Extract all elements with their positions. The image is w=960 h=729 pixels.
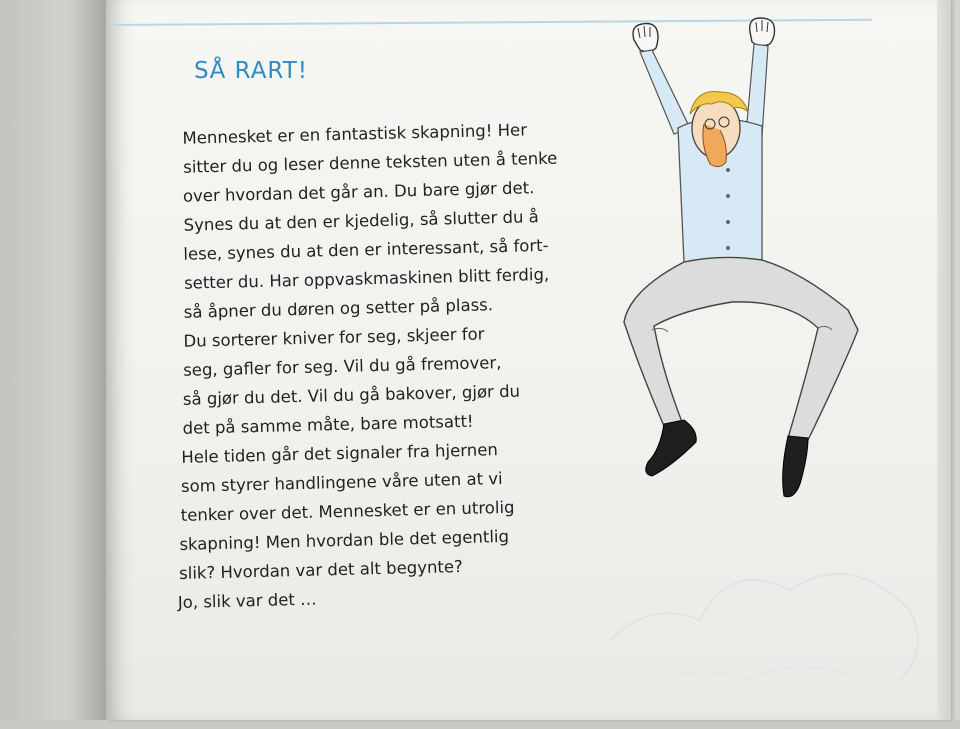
left-hand — [633, 24, 658, 52]
right-hand — [750, 18, 775, 46]
body-line: Hele tiden går det signaler fra hjernen — [181, 440, 499, 467]
hanging-man-illustration — [612, 10, 872, 510]
body-line: Synes du at den er kjedelig, så slutter du å — [183, 207, 540, 235]
body-line: så åpner du døren og setter på plass. — [183, 295, 494, 322]
left-shoe — [646, 420, 697, 476]
right-shoe — [783, 436, 808, 497]
body-line: sitter du og leser denne teksten uten å tenke — [182, 148, 558, 177]
body-line: Du sorterer kniver for seg, skjeer for — [183, 324, 485, 351]
body-line: det på samme måte, bare motsatt! — [182, 411, 474, 438]
left-arm — [640, 50, 690, 134]
body-line: lese, synes du at den er interessant, så fort- — [183, 235, 549, 264]
page-title: SÅ RART! — [194, 58, 309, 84]
body-line: slik? Hvordan var det alt begynte? — [178, 557, 464, 583]
body-line: tenker over det. Mennesket er en utrolig — [180, 497, 515, 525]
body-line: seg, gafler for seg. Vil du gå fremover, — [182, 353, 502, 380]
body-line: så gjør du det. Vil du gå bakover, gjør du — [182, 381, 521, 409]
body-line: over hvordan det går an. Du bare gjør det. — [182, 178, 535, 206]
trousers — [624, 257, 858, 440]
body-line: Mennesket er en fantastisk skapning! Her — [182, 120, 528, 148]
body-line: setter du. Har oppvaskmaskinen blitt ferdig, — [183, 264, 550, 293]
faint-background-sketch — [600, 520, 930, 710]
body-line: Jo, slik var det … — [177, 589, 317, 613]
body-line: skapning! Men hvordan ble det egentlig — [179, 526, 510, 554]
body-line: som styrer handlingene våre uten at vi — [180, 469, 503, 496]
